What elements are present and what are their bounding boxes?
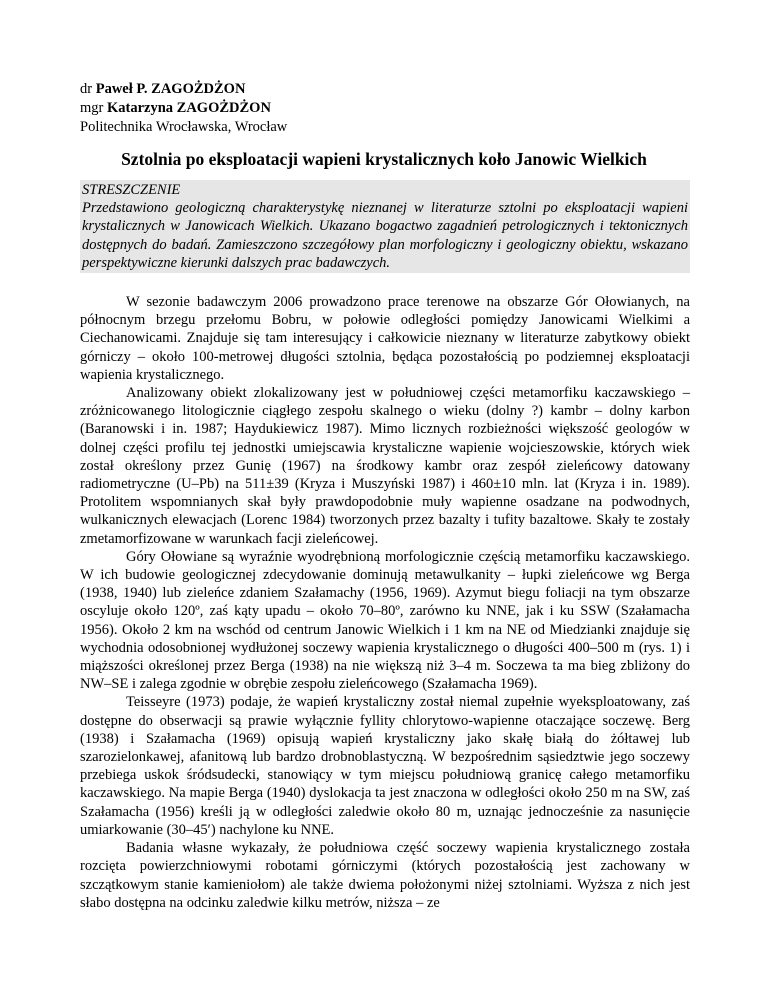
paragraph: Góry Ołowiane są wyraźnie wyodrębnioną morfologicznie częścią metamorfiku kaczawskiego. W ich budowie geologicznej zdecydowanie dominują metawulkanity – łupki zieleńcowe wg Berga (1938, 1940) lub zieleńce zdaniem Szałamachy (1956, 1969). Azymut biegu foliacji na tym obszarze oscyluje około 120º, zaś kąty upadu – około 70–80º, zarówno ku NNE, jak i ku SSW (Szałamacha 1956). Około 2 km na wschód od centrum Janowic Wielkich i 1 km na NE od Miedzianki znajduje się wychodnia odosobnionej wydłużonej soczewy wapienia krystalicznego o długości 400–500 m (rys. 1) i miąższości określonej przez Berga (1938) na nie większą niż 3–4 m. Soczewa ta ma bieg zbliżony do NW–SE i zalega zgodnie w obrębie zespołu zieleńcowego (Szałamacha 1969).: [80, 548, 690, 693]
paragraph: W sezonie badawczym 2006 prowadzono prace terenowe na obszarze Gór Ołowianych, na północnym brzegu przełomu Bobru, w połowie odległości pomiędzy Janowicami Wielkimi a Ciechanowicami. Znajduje się tam interesujący i całkowicie nieznany w literaturze zabytkowy obiekt górniczy – około 100-metrowej długości sztolnia, będąca pozostałością po podziemnej eksploatacji wapienia krystalicznego.: [80, 294, 690, 383]
affiliation: Politechnika Wrocławska, Wrocław: [80, 119, 288, 135]
author-line-1: [80, 80, 287, 99]
paper-title: Sztolnia po eksploatacji wapieni krystalicznych koło Janowic Wielkich: [121, 149, 647, 169]
author-name: Paweł P. ZAGOŻDŻON: [95, 81, 246, 97]
author-title: dr: [80, 81, 96, 97]
author-title: mgr: [80, 100, 107, 116]
abstract-heading: STRESZCZENIE: [82, 182, 181, 198]
author-block: [80, 80, 287, 137]
abstract-text: Przedstawiono geologiczną charakterystykę nieznanej w literaturze sztolni po eksploatacji wapieni krystalicznych w Janowicach Wielkich. Ukazano bogactwo zagadnień petrologicznych i tektonicznych dostępnych do badań. Zamieszczono szczegółowy plan morfologiczny i geologiczny obiektu, wskazano perspektywiczne kierunki dalszych prac badawczych.: [82, 200, 688, 271]
author-line-2: [80, 99, 287, 118]
body-text: [80, 293, 690, 912]
paragraph: Teisseyre (1973) podaje, że wapień krystaliczny został niemal zupełnie wyeksploatowany, zaś dostępne do obserwacji są prawie wyłącznie fyllity chlorytowo-wapienne otaczające soczewę. Berg (1938) i Szałamacha (1969) opisują wapień krystaliczny jako skałę białą do żółtawej lub szarozielonkawej, afanitową lub bardzo drobnoblastyczną. W bezpośrednim sąsiedztwie jego soczewy przebiega uskok śródsudecki, stanowiący w tym miejscu południową granicę całego metamorfiku kaczawskiego. Na mapie Berga (1940) dyslokacja ta jest znaczona w odległości około 250 m na SW, zaś Szałamacha (1956) kreśli ją w odległości zaledwie około 80 m, uznając jednocześnie za nasunięcie umiarkowanie (30–45ʹ) nachylone ku NNE.: [80, 694, 690, 838]
author-name: Katarzyna ZAGOŻDŻON: [106, 100, 271, 116]
paragraph: Badania własne wykazały, że południowa część soczewy wapienia krystalicznego została rozcięta powierzchniowymi robotami górniczymi (których pozostałością jest zachowany w szczątkowym stanie kamieniołom) ale także dwiema położonymi niżej sztolniami. Wyższa z nich jest słabo dostępna na odcinku zaledwie kilku metrów, niższa – ze: [80, 840, 690, 911]
paragraph: Analizowany obiekt zlokalizowany jest w południowej części metamorfiku kaczawskiego – zróżnicowanego litologicznie ciągłego zespołu skalnego o wieku (dolny ?) kambr – dolny karbon (Baranowski i in. 1987; Haydukiewicz 1987). Mimo licznych rozbieżności większość geologów w dolnej części profilu tej jednostki umiejscawia krystaliczne wapienie wojcieszowskie, których wiek został określony przez Gunię (1967) na środkowy kambr oraz zespół zieleńcowy datowany radiometryczne (U–Pb) na 511±39 (Kryza i Muszyński 1987) i 460±10 mln. lat (Kryza i in. 1989). Protolitem wspomnianych skał były prawdopodobnie muły wapienne osadzane na podwodnych, wulkanicznych elewacjach (Lorenc 1984) tworzonych przez bazalty i tufity bazaltowe. Skały te zostały zmetamorfizowane w warunkach facji zieleńcowej.: [80, 385, 690, 547]
abstract-box: [80, 180, 690, 273]
